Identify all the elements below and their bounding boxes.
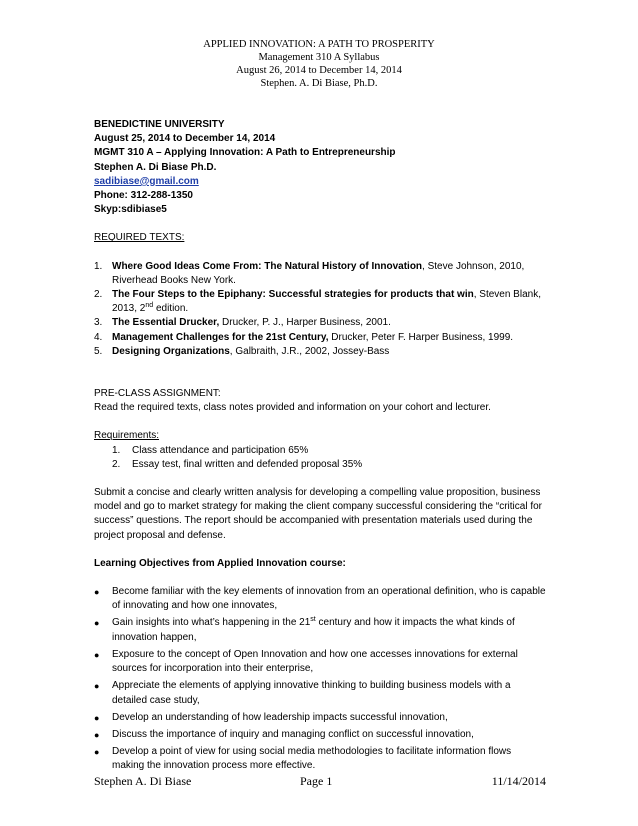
pre-class-heading: PRE-CLASS ASSIGNMENT: <box>94 388 221 400</box>
instructor-name: Stephen A. Di Biase Ph.D. <box>94 161 217 173</box>
book-title: The Four Steps to the Epiphany: Successful strategies for products that win <box>112 289 474 301</box>
objectives-heading: Learning Objectives from Applied Innovation course: <box>94 557 346 569</box>
book-title: Designing Organizations <box>112 345 230 357</box>
page-footer <box>94 774 546 790</box>
requirements-heading: Requirements: <box>94 430 160 442</box>
required-texts-list <box>94 260 546 359</box>
book-title: Management Challenges for the 21st Century, <box>112 331 329 343</box>
course-info <box>94 118 546 217</box>
list-item: ● Discuss the importance of inquiry and managing conflict on successful innovation, <box>94 728 546 742</box>
book-title: The Essential Drucker, <box>112 317 220 329</box>
header-dates: August 26, 2014 to December 14, 2014 <box>236 65 402 76</box>
bullet-icon: ● <box>94 747 100 758</box>
list-item: 4. Management Challenges for the 21st Century, Drucker, Peter F. Harper Business, 1999. <box>94 331 514 343</box>
bullet-icon: ● <box>94 712 100 723</box>
list-item: 2. The Four Steps to the Epiphany: Successful strategies for products that win, Steven Blank, 2013, 2nd edition. <box>94 289 541 315</box>
document-header <box>0 38 638 90</box>
list-item: ● Gain insights into what’s happening in the 21st century and how it impacts the what kinds of innovation happen, <box>94 616 515 643</box>
bullet-icon: ● <box>94 681 100 692</box>
list-item: ● Appreciate the elements of applying innovative thinking to building business models with a detailed case study, <box>94 680 511 706</box>
page-number: Page 1 <box>300 774 333 788</box>
bullet-icon: ● <box>94 618 100 629</box>
email-link[interactable]: sadibiase@gmail.com <box>94 175 199 187</box>
submission-paragraph: Submit a concise and clearly written analysis for developing a compelling value proposition, business model and go to market strategy for making the client company successful considering the “critical for success” questions. The report should be accompanied with presentation materials used during the project proposal and defense. <box>94 487 542 541</box>
skype-id: Skyp:sdibiase5 <box>94 204 167 216</box>
list-item: 5. Designing Organizations, Galbraith, J.R., 2002, Jossey-Bass <box>94 345 390 357</box>
document-body <box>94 118 546 777</box>
footer-date: 11/14/2014 <box>491 774 546 788</box>
list-item: 1. Class attendance and participation 65% <box>112 444 309 456</box>
list-item: ● Develop an understanding of how leadership impacts successful innovation, <box>94 711 546 725</box>
header-author: Stephen. A. Di Biase, Ph.D. <box>260 78 378 89</box>
course-title: MGMT 310 A – Applying Innovation: A Path to Entrepreneurship <box>94 147 396 159</box>
footer-author: Stephen A. Di Biase <box>94 774 192 788</box>
list-item: ● Become familiar with the key elements of innovation from an operational definition, who is capable of innovating and how one innovates, <box>94 586 546 612</box>
bullet-icon: ● <box>94 587 100 598</box>
required-texts-heading: REQUIRED TEXTS: <box>94 232 185 244</box>
list-item: 2. Essay test, final written and defended proposal 35% <box>112 458 363 470</box>
header-subtitle: Management 310 A Syllabus <box>258 52 380 63</box>
requirements-list <box>94 444 546 472</box>
course-dates: August 25, 2014 to December 14, 2014 <box>94 133 276 145</box>
list-item: ● Develop a point of view for using social media methodologies to facilitate information flows making the innovation process more effective. <box>94 746 512 772</box>
bullet-icon: ● <box>94 649 100 660</box>
university-name: BENEDICTINE UNIVERSITY <box>94 119 225 130</box>
list-item: 1. Where Good Ideas Come From: The Natural History of Innovation, Steve Johnson, 2010, Riverhead Books New York. <box>94 260 525 286</box>
list-item: ● Exposure to the concept of Open Innovation and how one accesses innovations for external sources for incorporation into their enterprise, <box>94 648 518 675</box>
objectives-list <box>94 585 546 773</box>
pre-class-text: Read the required texts, class notes provided and information on your cohort and lecturer. <box>94 402 491 414</box>
header-title: APPLIED INNOVATION: A PATH TO PROSPERITY <box>203 39 435 50</box>
bullet-icon: ● <box>94 729 100 740</box>
phone-number: Phone: 312-288-1350 <box>94 190 193 202</box>
list-item: 3. The Essential Drucker, Drucker, P. J., Harper Business, 2001. <box>94 317 391 329</box>
book-title: Where Good Ideas Come From: The Natural History of Innovation <box>112 260 423 272</box>
